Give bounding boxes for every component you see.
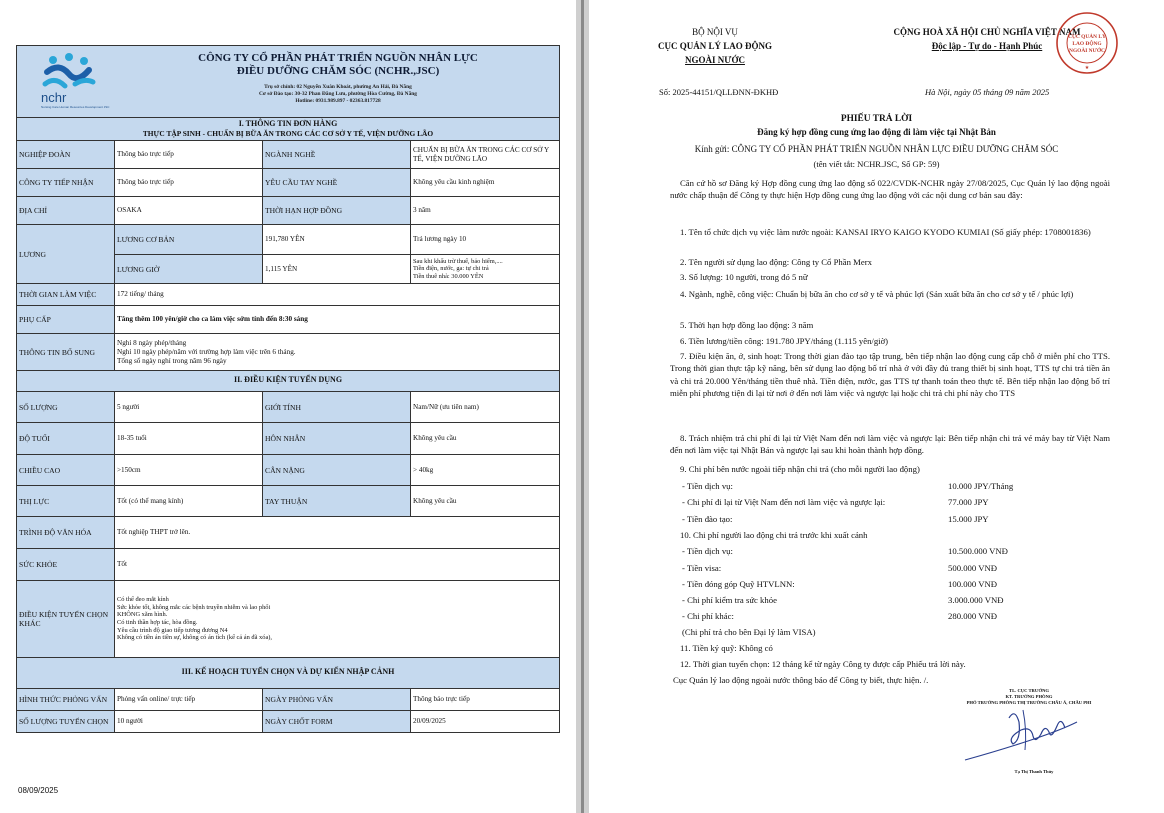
row-trinh-do bbox=[17, 517, 559, 549]
label-bo-sung: THÔNG TIN BỔ SUNG bbox=[17, 334, 115, 370]
fee9-label-2: - Chi phí đi lại từ Việt Nam đến nơi làm việc và ngược lại: bbox=[682, 497, 886, 507]
item-8: 8. Trách nhiệm trả chi phí đi lại từ Việt Nam đến nơi làm việc và ngược lại: Bên tiếp nhận chi trả vé máy bay từ Việt Nam đến nơi làm việc tại Nhật Bản và ngược lại sau khi hoàn thành hợp đồng. bbox=[670, 433, 1110, 456]
value-yeu-cau: Không yêu cầu kinh nghiệm bbox=[413, 178, 495, 186]
label-hon-nhan: HÔN NHÂN bbox=[263, 423, 411, 454]
value-ngay-pv: Thông báo trực tiếp bbox=[413, 695, 470, 703]
label-suc-khoe: SỨC KHỎE bbox=[17, 549, 115, 580]
letter-subtitle: Đăng ký hợp đồng cung ứng lao động đi làm việc tại Nhật Bản bbox=[757, 127, 996, 137]
sig-title-3: PHÓ TRƯỞNG PHÒNG THỊ TRƯỜNG CHÂU Á, CHÂU PHI bbox=[966, 700, 1092, 705]
row-phu-cap bbox=[17, 306, 559, 334]
luong-notes bbox=[411, 255, 559, 283]
agency-ministry: BỘ NỘI VỤ bbox=[692, 27, 738, 37]
value-ngay-chot: 20/09/2025 bbox=[413, 717, 446, 725]
value-hon-nhan: Không yêu cầu bbox=[413, 434, 457, 442]
stamp-text-1: CỤC QUẢN LÝ bbox=[1068, 34, 1106, 40]
fee10-label-3: - Tiền đóng góp Quỹ HTVLNN: bbox=[682, 579, 795, 589]
value-dia-chi: OSAKA bbox=[115, 197, 263, 224]
fee9-label-1: - Tiền dịch vụ: bbox=[682, 481, 733, 491]
row-bo-sung bbox=[17, 334, 559, 371]
item-9: 9. Chi phí bên nước ngoài tiếp nhận chi trả (cho mỗi người lao động) bbox=[680, 464, 920, 474]
row-dieu-kien bbox=[17, 581, 559, 658]
row-thoi-gian bbox=[17, 284, 559, 306]
label-yeu-cau: YÊU CẦU TAY NGHỀ bbox=[263, 169, 411, 196]
fee9-value-2: 77.000 JPY bbox=[948, 497, 989, 507]
label-thoi-han: THỜI HẠN HỢP ĐỒNG bbox=[263, 197, 411, 224]
recipient: Kính gửi: CÔNG TY CỔ PHẦN PHÁT TRIỂN NGUỒN NHÂN LỰC ĐIỀU DƯỠNG CHĂM SÓC bbox=[694, 144, 1059, 154]
value-do-tuoi: 18-35 tuổi bbox=[115, 423, 263, 454]
row-luong-gio bbox=[115, 255, 559, 283]
agency-block bbox=[645, 25, 785, 67]
dieu-kien-2: Sức khỏe tốt, không mắc các bệnh truyền nhiễm và lao phổi bbox=[117, 603, 271, 611]
bo-sung-2: Nghỉ 10 ngày phép/năm với trường hợp làm việc trên 6 tháng. bbox=[117, 347, 296, 356]
right-page bbox=[589, 0, 1164, 813]
dieu-kien-3: KHÔNG xăm hình. bbox=[117, 611, 168, 619]
signer-name: Tạ Thị Thanh Thủy bbox=[1014, 769, 1054, 774]
agency-dept: CỤC QUẢN LÝ LAO ĐỘNG bbox=[657, 41, 772, 51]
dieu-kien-6: Không có tiền án tiền sự, không có án tích (kể cả án đã xóa), bbox=[117, 634, 273, 642]
label-luong-gio: LƯƠNG GIỜ bbox=[115, 255, 263, 283]
section1-title bbox=[17, 118, 559, 129]
label-dieu-kien: ĐIỀU KIỆN TUYỂN CHỌN KHÁC bbox=[17, 581, 115, 657]
row-luong-co-ban bbox=[115, 225, 559, 255]
value-suc-khoe: Tốt bbox=[117, 560, 127, 568]
agency-dept-2: NGOÀI NƯỚC bbox=[685, 55, 745, 65]
item-5: 5. Thời hạn hợp đồng lao động: 3 năm bbox=[680, 320, 814, 330]
value-thoi-han: 3 năm bbox=[413, 206, 431, 214]
footer-date: 08/09/2025 bbox=[18, 786, 59, 795]
item-12: 12. Thời gian tuyển chọn: 12 tháng kể từ ngày Công ty được cấp Phiếu trả lời này. bbox=[680, 659, 966, 669]
label-do-tuoi: ĐỘ TUỔI bbox=[17, 423, 115, 454]
label-gioi-tinh: GIỚI TÍNH bbox=[263, 392, 411, 422]
item-10: 10. Chi phí người lao động chi trả trước khi xuất cảnh bbox=[680, 530, 868, 540]
value-nghiep-doan: Thông báo trực tiếp bbox=[115, 141, 263, 168]
row-luong bbox=[17, 225, 559, 284]
recipient-short: (tên viết tắt: NCHR.JSC, Số GP: 59) bbox=[813, 159, 940, 169]
value-trinh-do: Tốt nghiệp THPT trở lên. bbox=[117, 528, 191, 536]
label-luong: LƯƠNG bbox=[17, 225, 115, 283]
value-phu-cap: Tăng thêm 100 yên/giờ cho ca làm việc sớm tính đến 8:30 sáng bbox=[117, 315, 308, 323]
bo-sung-3: Tổng số ngày nghỉ trong năm 96 ngày bbox=[117, 356, 227, 365]
luong-subgrid bbox=[115, 225, 559, 283]
label-nghiep-doan: NGHIỆP ĐOÀN bbox=[17, 141, 115, 168]
fee10-value-5: 280.000 VNĐ bbox=[948, 611, 998, 621]
page-divider-line bbox=[581, 0, 584, 813]
item-6: 6. Tiền lương/tiền công: 191.780 JPY/tháng (1.115 yên/giờ) bbox=[680, 336, 889, 346]
value-luong-gio: 1,115 YÊN bbox=[263, 255, 411, 283]
label-chieu-cao: CHIỀU CAO bbox=[17, 455, 115, 485]
fee10-label-2: - Tiền visa: bbox=[682, 563, 722, 573]
fee10-value-2: 500.000 VNĐ bbox=[948, 563, 998, 573]
row-chieu-cao bbox=[17, 455, 559, 486]
svg-text:★: ★ bbox=[1084, 66, 1090, 71]
label-can-nang: CÂN NẶNG bbox=[263, 455, 411, 485]
closing-line: Cục Quản lý lao động ngoài nước thông báo để Công ty biết, thực hiện. /. bbox=[673, 675, 929, 685]
company-address bbox=[127, 84, 549, 105]
label-ngay-pv: NGÀY PHỎNG VẤN bbox=[263, 689, 411, 710]
fee10-value-1: 10.500.000 VNĐ bbox=[948, 546, 1008, 556]
label-trinh-do: TRÌNH ĐỘ VĂN HÓA bbox=[17, 517, 115, 548]
company-name-line1: CÔNG TY CỔ PHẦN PHÁT TRIỂN NGUỒN NHÂN LỰC bbox=[198, 52, 478, 64]
item-3: 3. Số lượng: 10 người, trong đó 5 nữ bbox=[680, 272, 808, 282]
value-tra-luong: Trả lương ngày 10 bbox=[413, 235, 467, 243]
label-so-luong-tc: SỐ LƯỢNG TUYỂN CHỌN bbox=[17, 711, 115, 732]
reply-letter bbox=[589, 0, 1164, 813]
nation-motto: Độc lập - Tự do - Hạnh Phúc bbox=[931, 41, 1043, 51]
company-logo bbox=[39, 52, 110, 110]
sig-title-2: KT. TRƯỞNG PHÒNG bbox=[1005, 694, 1053, 699]
row-nghiep-doan bbox=[17, 141, 559, 169]
value-tay-thuan: Không yêu cầu bbox=[413, 496, 457, 505]
item-11: 11. Tiền ký quỹ: Không có bbox=[680, 643, 773, 653]
label-tay-thuan: TAY THUẬN bbox=[263, 486, 411, 516]
label-phu-cap: PHỤ CẤP bbox=[17, 306, 115, 333]
row-thi-luc bbox=[17, 486, 559, 517]
intro-paragraph: Căn cứ hồ sơ Đăng ký Hợp đồng cung ứng lao động số 022/CVDK-NCHR ngày 27/08/2025, Cục Quản lý lao động ngoài nước chấp thuận để Công ty thực hiện Hợp đồng cung ứng lao động với các nội dung cơ bản sau đây: bbox=[670, 178, 1110, 201]
label-cong-ty: CÔNG TY TIẾP NHẬN bbox=[17, 169, 115, 196]
value-so-luong-tc: 10 người bbox=[115, 711, 263, 732]
row-hinh-thuc bbox=[17, 689, 559, 711]
company-address-2: Cơ sở Đào tạo: 30-32 Phan Đăng Lưu, phường Hòa Cường, Đà Nẵng bbox=[259, 91, 417, 97]
red-stamp bbox=[1055, 11, 1119, 75]
page-divider bbox=[576, 0, 589, 813]
bo-sung-1: Nghỉ 8 ngày phép/tháng bbox=[117, 338, 187, 347]
luong-note-2: Tiền điện, nước, ga: tự chi trả bbox=[413, 265, 489, 273]
stamp-text-2: LAO ĐỘNG bbox=[1072, 41, 1102, 47]
value-bo-sung bbox=[115, 334, 559, 370]
dieu-kien-1: Có thể đeo mắt kính bbox=[117, 596, 169, 604]
row-dia-chi bbox=[17, 197, 559, 225]
label-thoi-gian: THỜI GIAN LÀM VIỆC bbox=[17, 284, 115, 305]
row-do-tuoi bbox=[17, 423, 559, 455]
logo-subtext: Nursing Care Human Resources Development JSC bbox=[41, 105, 110, 109]
label-dia-chi: ĐỊA CHỈ bbox=[17, 197, 115, 224]
value-hinh-thuc: Phỏng vấn online/ trực tiếp bbox=[115, 689, 263, 710]
item-2: 2. Tên người sử dụng lao động: Công ty Cổ Phần Merx bbox=[680, 257, 872, 267]
luong-note-3: Tiền thuê nhà: 30.000 YÊN bbox=[413, 272, 484, 280]
company-hotline: Hotline: 0931.989.897 - 02363.817728 bbox=[295, 98, 381, 104]
value-thi-luc: Tốt (có thể mang kính) bbox=[115, 486, 263, 516]
fee10-label-4: - Chi phí kiểm tra sức khỏe bbox=[682, 595, 777, 605]
label-nganh-nghe: NGÀNH NGHỀ bbox=[263, 141, 411, 168]
section2-title: II. ĐIỀU KIỆN TUYỂN DỤNG bbox=[17, 371, 559, 392]
value-dieu-kien bbox=[115, 581, 559, 657]
row-suc-khoe bbox=[17, 549, 559, 581]
label-ngay-chot: NGÀY CHỐT FORM bbox=[263, 711, 411, 732]
item-1: 1. Tên tổ chức dịch vụ việc làm nước ngoài: KANSAI IRYO KAIGO KYODO KUMIAI (Số giấy phép: 1708001836) bbox=[680, 227, 1091, 237]
value-nganh-nghe: CHUẨN BỊ BỮA ĂN TRONG CÁC CƠ SỞ Y TẾ, VIỆN DƯỠNG LÃO bbox=[413, 145, 549, 163]
label-thi-luc: THỊ LỰC bbox=[17, 486, 115, 516]
value-luong-co-ban: 191,780 YÊN bbox=[263, 225, 411, 254]
company-name-line2: ĐIỀU DƯỠNG CHĂM SÓC (NCHR.,JSC) bbox=[236, 65, 440, 77]
fee10-value-3: 100.000 VNĐ bbox=[948, 579, 998, 589]
company-name bbox=[127, 52, 549, 78]
nation-name: CỘNG HOÀ XÃ HỘI CHỦ NGHĨA VIỆT NAM bbox=[893, 27, 1081, 37]
luong-note-1: Sau khi khấu trừ thuế, bảo hiểm,.... bbox=[413, 257, 503, 265]
section1-subtitle bbox=[17, 129, 559, 141]
value-can-nang: > 40kg bbox=[413, 465, 434, 474]
stamp-text-3: NGOÀI NƯỚC bbox=[1069, 48, 1105, 54]
fee10-note: (Chi phí trả cho bên Đại lý làm VISA) bbox=[682, 627, 816, 637]
value-so-luong: 5 người bbox=[115, 392, 263, 422]
row-so-luong bbox=[17, 392, 559, 423]
fee10-label-5: - Chi phí khác: bbox=[682, 611, 734, 621]
dieu-kien-4: Có tinh thần hợp tác, hòa đồng. bbox=[117, 619, 198, 626]
fee10-label-1: - Tiền dịch vụ: bbox=[682, 546, 733, 556]
section1-subheading: THỰC TẬP SINH - CHUẨN BỊ BỮA ĂN TRONG CÁC CƠ SỞ Y TẾ, VIỆN DƯỠNG LÃO bbox=[142, 129, 434, 138]
company-address-1: Trụ sở chính: 02 Nguyễn Xuân Khoát, phường An Hải, Đà Nẵng bbox=[264, 84, 412, 90]
item-7: 7. Điều kiện ăn, ở, sinh hoạt: Trong thời gian đào tạo tập trung, bên tiếp nhận lao động cung cấp chỗ ở miễn phí cho TTS. Trong thời gian thực tập kỹ năng, bên sử dụng lao động bố trí nhà ở với đầy đủ trang thiết bị sinh hoạt, TTS tự chi trả tiền ăn và chi trả 20.000 Yên/tháng tiền thuê nhà. Tiền điện, nước, gas TTS tự thanh toán theo thực tế. Bên tiếp nhận lao động bố trí miễn phí phương tiện đi lại từ nơi ở đến nơi làm việc và ngược lại hoặc chi trả chi phí này cho TTS bbox=[670, 351, 1110, 399]
label-hinh-thuc: HÌNH THỨC PHỎNG VẤN bbox=[17, 689, 115, 710]
section3-title: III. KẾ HOẠCH TUYỂN CHỌN VÀ DỰ KIẾN NHẬP CẢNH bbox=[17, 658, 559, 689]
form-header bbox=[17, 46, 559, 118]
row-cong-ty bbox=[17, 169, 559, 197]
recruitment-form bbox=[16, 45, 560, 733]
value-chieu-cao: >150cm bbox=[115, 455, 263, 485]
value-thoi-gian: 172 tiếng/ tháng bbox=[117, 290, 164, 298]
value-cong-ty: Thông báo trực tiếp bbox=[115, 169, 263, 196]
left-page bbox=[0, 0, 576, 813]
logo-text: nchr bbox=[41, 90, 67, 105]
label-so-luong: SỐ LƯỢNG bbox=[17, 392, 115, 422]
item-4: 4. Ngành, nghề, công việc: Chuẩn bị bữa ăn cho cơ sở y tế và phúc lợi (Sản xuất bữa ăn cho cơ sở y tế / phúc lợi) bbox=[680, 289, 1074, 299]
section1-heading: I. THÔNG TIN ĐƠN HÀNG bbox=[238, 119, 338, 128]
fee9-value-1: 10.000 JPY/Tháng bbox=[948, 481, 1014, 491]
sig-title-1: TL. CỤC TRƯỞNG bbox=[1009, 688, 1049, 693]
label-luong-co-ban: LƯƠNG CƠ BẢN bbox=[115, 225, 263, 254]
fee9-value-3: 15.000 JPY bbox=[948, 514, 989, 524]
fee10-value-4: 3.000.000 VNĐ bbox=[948, 595, 1004, 605]
value-gioi-tinh: Nam/Nữ (ưu tiên nam) bbox=[413, 402, 479, 411]
signature bbox=[961, 700, 1081, 770]
row-so-luong-tc bbox=[17, 711, 559, 732]
fee9-label-3: - Tiền đào tạo: bbox=[682, 514, 733, 524]
dieu-kien-5: Yêu cầu trình độ giao tiếp tương đương N4 bbox=[117, 626, 228, 634]
letter-title: PHIẾU TRẢ LỜI bbox=[840, 114, 913, 124]
document-date: Hà Nội, ngày 05 tháng 09 năm 2025 bbox=[925, 87, 1050, 97]
document-number: Số: 2025-44151/QLLĐNN-ĐKHĐ bbox=[659, 87, 779, 97]
